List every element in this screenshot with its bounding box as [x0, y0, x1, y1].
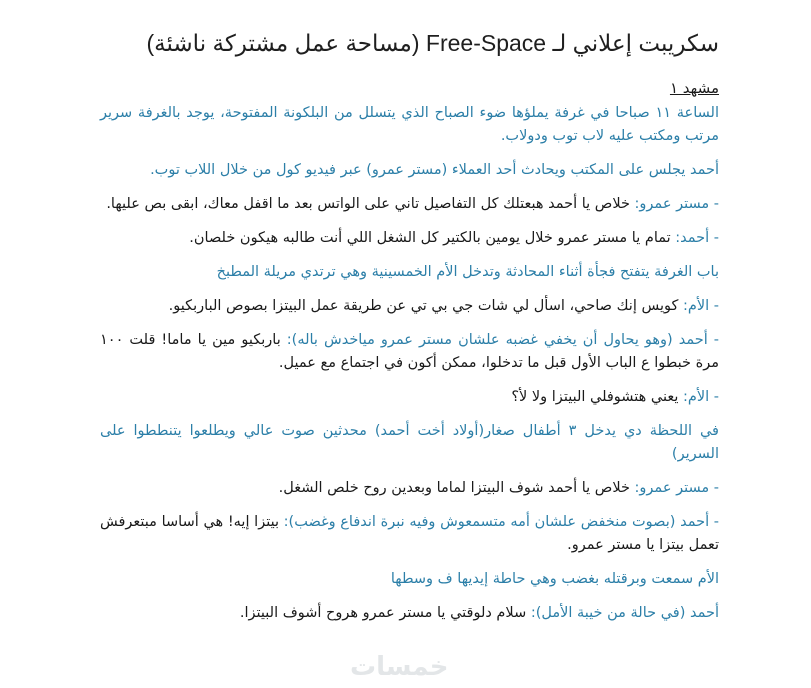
dialogue-line — [100, 295, 719, 318]
speaker-name: - مستر عمرو: — [634, 480, 719, 496]
dialogue-line — [100, 511, 719, 557]
scene-description: أحمد يجلس على المكتب ويحادث أحد العملاء (مستر عمرو) عبر فيديو كول من خلال اللاب توب. — [150, 162, 719, 178]
dialogue-line — [100, 477, 719, 500]
watermark-logo: خمسات — [350, 652, 449, 682]
dialogue-line — [100, 602, 719, 625]
dialogue-text: باربكيو مين يا ماما! قلت ١٠٠ مرة خبطوا ع الباب الأول قبل ما تدخلوا، ممكن أكون في اجتماع مع عميل. — [100, 332, 719, 371]
dialogue-text: خلاص يا أحمد هبعتلك كل التفاصيل تاني على الواتس بعد ما اقفل معاك، ابقى بص عليها. — [106, 196, 635, 212]
dialogue-text: بيتزا إيه! هي أساسا مبتعرفش تعمل بيتزا يا مستر عمرو. — [100, 514, 719, 553]
dialogue-text: يعني هتشوفلي البيتزا ولا لأ؟ — [511, 389, 683, 405]
dialogue-line — [100, 227, 719, 250]
scene-description: الأم سمعت وبرقتله بغضب وهي حاطة إيديها ف وسطها — [390, 571, 719, 587]
dialogue-text: سلام دلوقتي يا مستر عمرو هروح أشوف البيتزا. — [239, 605, 531, 621]
speaker-name: - أحمد (بصوت منخفض علشان أمه متسمعوش وفيه نبرة اندفاع وغضب): — [283, 514, 720, 530]
scene-description: الساعة ١١ صباحا في غرفة يملؤها ضوء الصباح الذي يتسلل من البلكونة المفتوحة، يوجد بالغرفة سرير مرتب ومكتب عليه لاب توب ودولاب. — [100, 105, 719, 144]
speaker-name: أحمد (في حالة من خيبة الأمل): — [530, 605, 719, 621]
scene-description: في اللحظة دي يدخل ٣ أطفال صغار(أولاد أخت أحمد) محدثين صوت عالي ويطلعوا يتنططوا على السرير) — [100, 423, 719, 462]
dialogue-text: تمام يا مستر عمرو خلال يومين بالكتير كل الشغل اللي أنت طالبه هيكون خلصان. — [189, 230, 676, 246]
speaker-name: - الأم: — [682, 389, 719, 405]
scene-heading: مشهد ١ — [669, 79, 719, 97]
scene-description: باب الغرفة يتفتح فجأة أثناء المحادثة وتدخل الأم الخمسينية وهي ترتدي مريلة المطبخ — [216, 264, 719, 280]
speaker-name: - أحمد (وهو يحاول أن يخفي غضبه علشان مستر عمرو مياخدش باله): — [286, 332, 719, 348]
speaker-name: - مستر عمرو: — [634, 196, 719, 212]
dialogue-line — [100, 329, 719, 375]
script-body — [100, 102, 719, 625]
dialogue-line — [100, 386, 719, 409]
dialogue-text: خلاص يا أحمد شوف البيتزا لماما وبعدين روح خلص الشغل. — [278, 480, 635, 496]
dialogue-line — [100, 193, 719, 216]
speaker-name: - أحمد: — [675, 230, 719, 246]
dialogue-text: كويس إنك صاحي، اسأل لي شات جي بي تي عن طريقة عمل البيتزا بصوص الباربكيو. — [168, 298, 683, 314]
speaker-name: - الأم: — [682, 298, 719, 314]
document-title: سكريبت إعلاني لـ Free-Space (مساحة عمل مشتركة ناشئة) — [146, 30, 719, 56]
